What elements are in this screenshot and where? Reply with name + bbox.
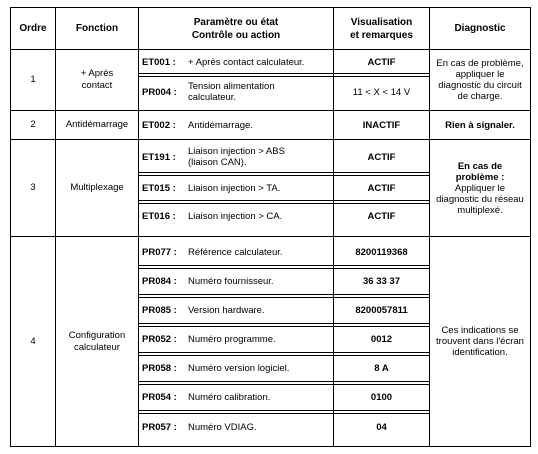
param-cell: ET002 : Antidémarrage. — [139, 111, 334, 140]
ordre-cell: 1 — [11, 50, 56, 111]
diagnostic-cell: Ces indications se trouvent dans l'écran identification. — [430, 237, 531, 447]
group-row-1 — [11, 50, 531, 111]
header-diagnostic: Diagnostic — [430, 8, 531, 50]
param-cell — [139, 140, 334, 237]
diagnostic-cell: En cas de problème, appliquer le diagnostic du circuit de charge. — [430, 50, 531, 111]
param-cell: PR077 : Référence calculateur. PR084 : Numéro fournisseur. PR085 : Version hardware. PR052 : Numéro programme. PR058 : Numéro version logiciel. PR054 : Numéro calibration. PR057 : Numéro VDIAG. — [139, 237, 334, 447]
ordre-cell: 3 — [11, 140, 56, 237]
diagnostic-table-container — [10, 7, 530, 446]
value-cell: INACTIF — [334, 111, 430, 140]
group-row-2 — [11, 111, 531, 140]
ordre-cell: 4 — [11, 237, 56, 447]
diagnostic-cell: En cas de problème : Appliquer le diagnostic du réseau multiplexé. — [430, 140, 531, 237]
header-ordre: Ordre — [11, 8, 56, 50]
fonction-cell: Configuration calculateur — [56, 237, 139, 447]
param-item: ET015 : Liaison injection > TA. — [139, 175, 333, 201]
group-row-3 — [11, 140, 531, 237]
header-visualisation: Visualisation et remarques — [334, 8, 430, 50]
diagnostic-cell: Rien à signaler. — [430, 111, 531, 140]
param-cell — [139, 50, 334, 111]
header-row — [11, 8, 531, 50]
param-item: ET191 : Liaison injection > ABS (liaison CAN). — [139, 142, 333, 173]
param-item: PR004 : Tension alimentation calculateur. — [139, 76, 333, 107]
ordre-cell: 2 — [11, 111, 56, 140]
header-fonction: Fonction — [56, 8, 139, 50]
group-row-4 — [11, 237, 531, 447]
fonction-cell: Multiplexage — [56, 140, 139, 237]
value-text: 11 < X < 14 V — [352, 86, 411, 98]
diagnostic-table — [10, 7, 531, 447]
header-parametre: Paramètre ou état Contrôle ou action — [139, 8, 334, 50]
fonction-cell: Antidémarrage — [56, 111, 139, 140]
value-text: ACTIF — [367, 57, 396, 68]
param-item: ET001 : + Après contact calculateur. — [139, 52, 333, 74]
param-item: ET016 : Liaison injection > CA. — [139, 203, 333, 229]
value-cell — [334, 50, 430, 111]
value-cell: ACTIF ACTIF ACTIF — [334, 140, 430, 237]
value-cell: 8200119368 36 33 37 8200057811 0012 8 A 0100 04 — [334, 237, 430, 447]
fonction-cell: + Après contact — [56, 50, 139, 111]
